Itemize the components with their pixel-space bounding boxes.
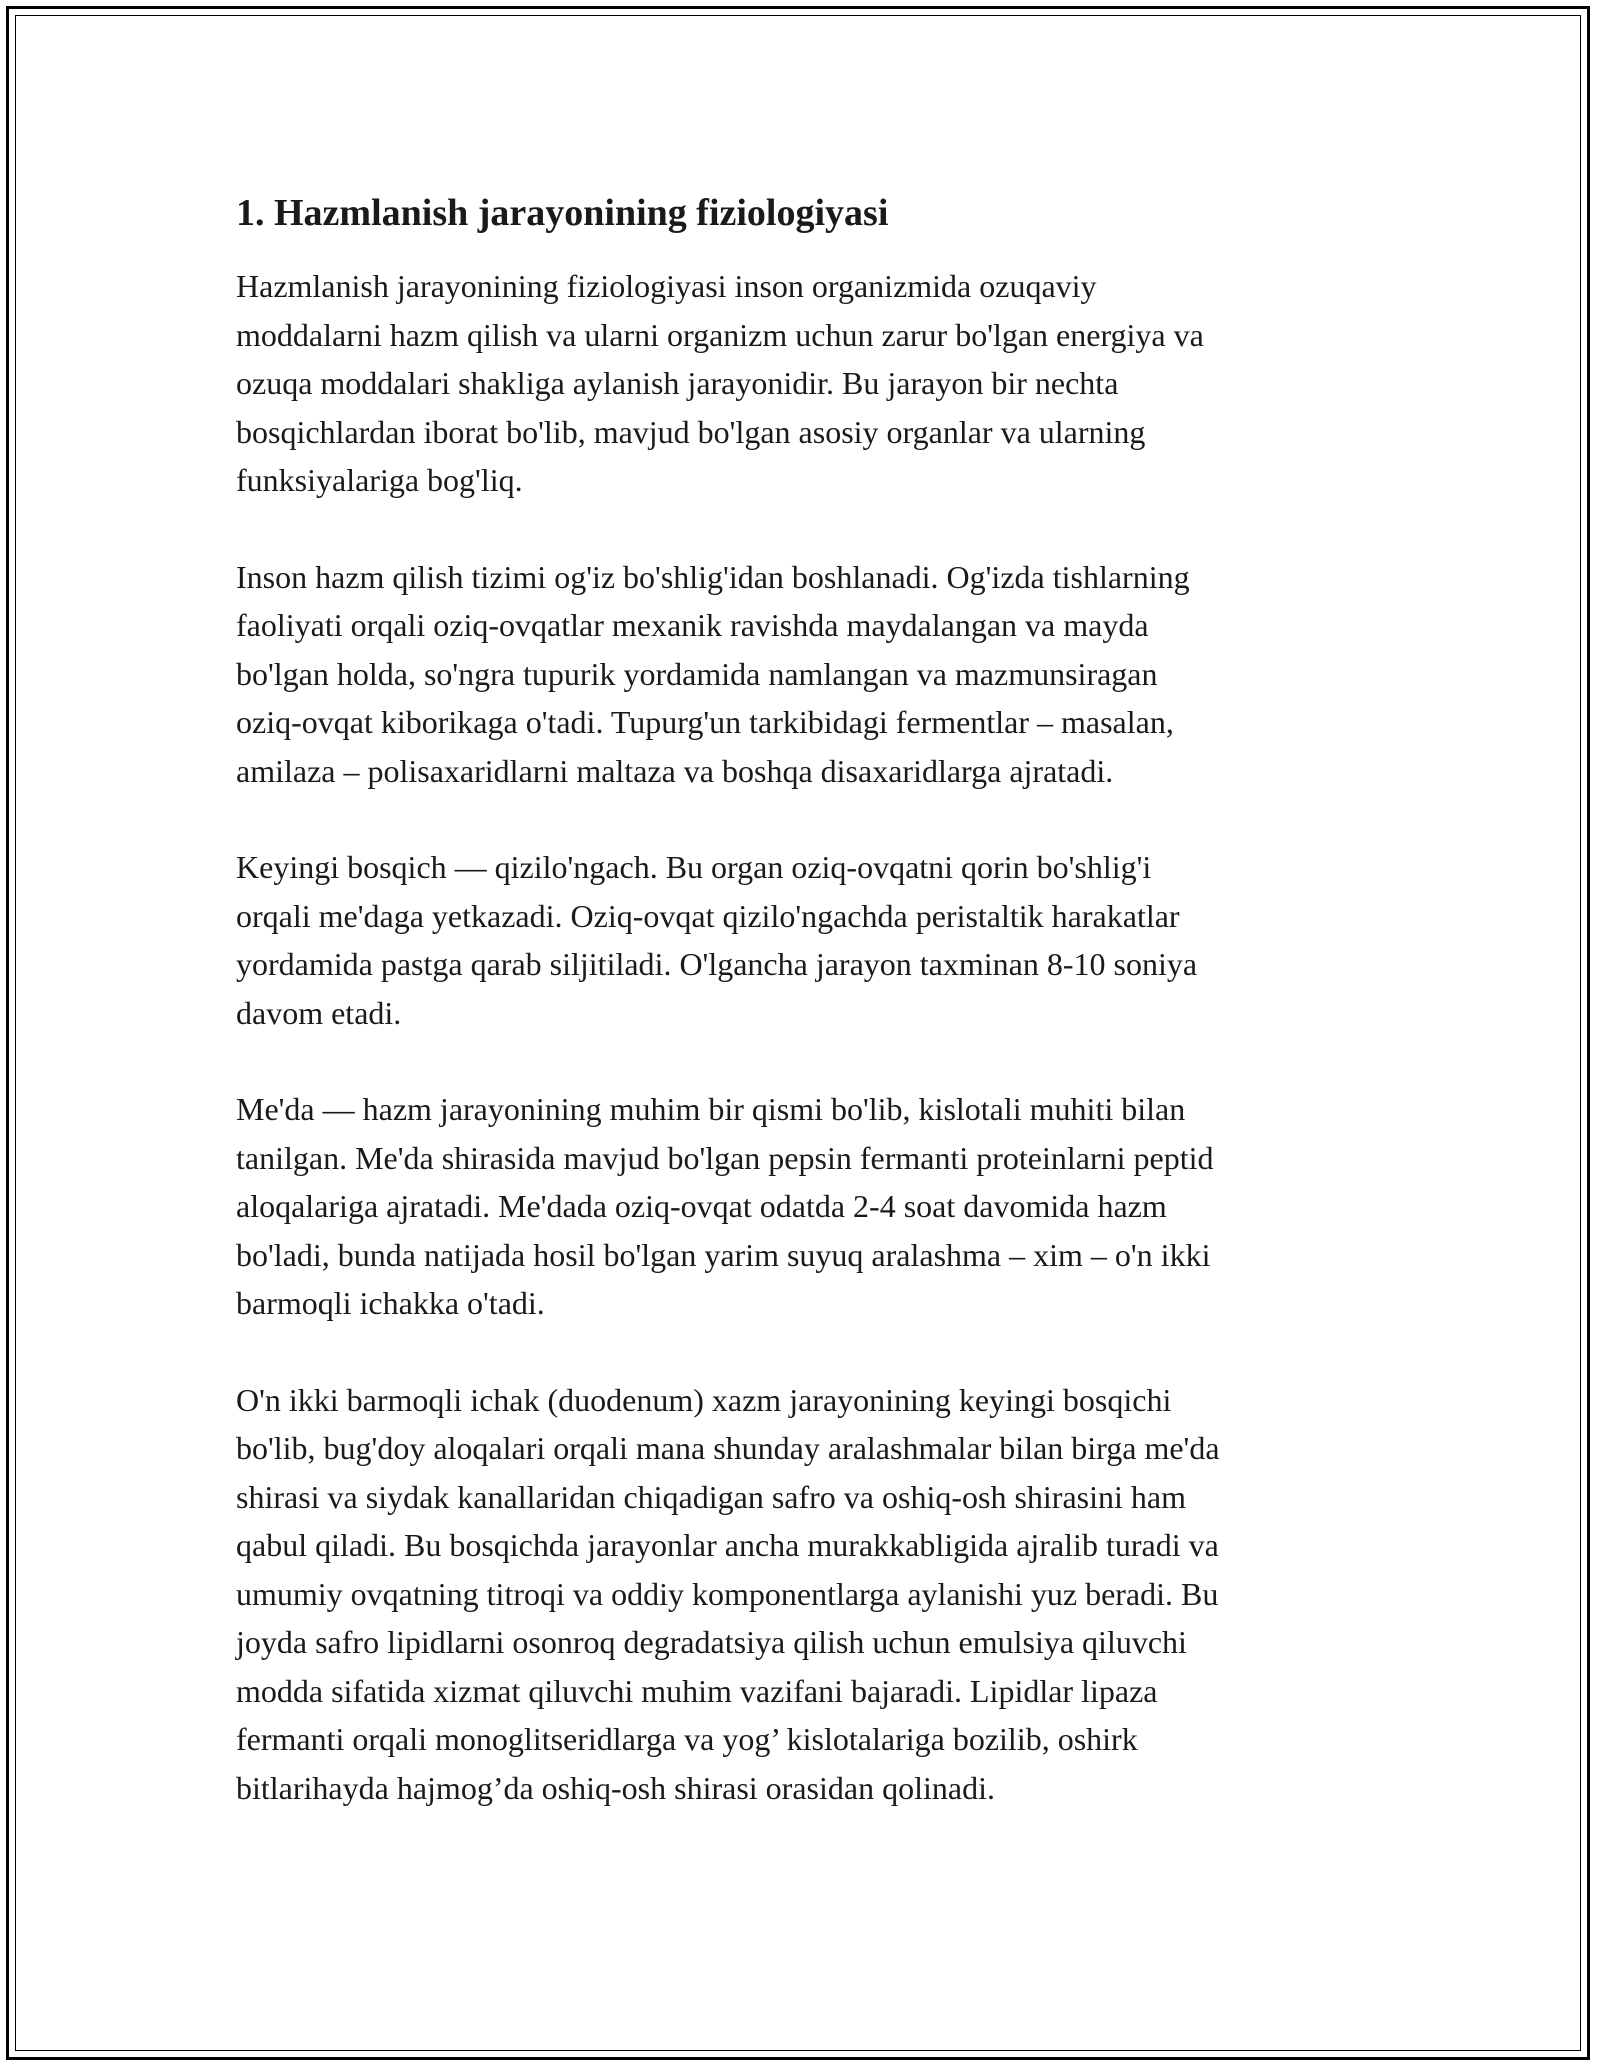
paragraph-line: qabul qiladi. Bu bosqichda jarayonlar ancha murakkabligida ajralib turadi va [236,1527,1219,1563]
paragraph-4 [236,1085,1376,1328]
paragraph-line: shirasi va siydak kanallaridan chiqadigan safro va oshiq-osh shirasini ham [236,1478,1186,1515]
paragraph-5 [236,1376,1376,1813]
paragraph-line: orqali me'daga yetkazadi. Oziq-ovqat qizilo'ngachda peristaltik harakatlar [236,897,1180,934]
paragraph-line: moddalarni hazm qilish va ularni organizm uchun zarur bo'lgan energiya va [236,316,1204,353]
paragraph-line: barmoqli ichakka o'tadi. [236,1285,545,1321]
document-title: 1. Hazmlanish jarayonining fiziologiyasi [236,192,889,234]
paragraph-line: funksiyalariga bog'liq. [236,462,523,498]
paragraph-line: davom etadi. [236,994,402,1031]
paragraph-line: joyda safro lipidlarni osonroq degradatsiya qilish uchun emulsiya qiluvchi [236,1624,1187,1660]
paragraph-2 [236,553,1376,796]
paragraph-line: faoliyati orqali oziq-ovqatlar mexanik ravishda maydalangan va mayda [236,607,1149,643]
paragraph-line: Keyingi bosqich — qizilo'ngach. Bu organ oziq-ovqatni qorin bo'shlig'i [236,849,1152,885]
paragraph-line: bo'lgan holda, so'ngra tupurik yordamida namlangan va mazmunsiragan [236,655,1158,692]
paragraph-line: aloqalariga ajratadi. Me'dada oziq-ovqat odatda 2-4 soat davomida hazm [236,1188,1167,1224]
paragraph-line: amilaza – polisaxaridlarni maltaza va boshqa disaxaridlarga ajratadi. [236,752,1114,789]
paragraph-line: umumiy ovqatning titroqi va oddiy komponentlarga aylanishi yuz beradi. Bu [236,1575,1219,1612]
paragraph-line: bo'lib, bug'doy aloqalari orqali mana shunday aralashmalar bilan birga me'da [236,1430,1220,1466]
paragraph-line: Me'da — hazm jarayonining muhim bir qismi bo'lib, kislotali muhiti bilan [236,1091,1186,1127]
paragraph-line: bitlarihayda hajmog’da oshiq-osh shirasi orasidan qolinadi. [236,1769,995,1806]
paragraph-line: yordamida pastga qarab siljitiladi. O'lgancha jarayon taxminan 8-10 soniya [236,946,1198,982]
paragraph-line: oziq-ovqat kiborikaga o'tadi. Tupurg'un tarkibidagi fermentlar – masalan, [236,704,1174,740]
paragraph-line: fermanti orqali monoglitseridlarga va yog’ kislotalariga bozilib, oshirk [236,1721,1138,1757]
paragraph-list [236,262,1376,1812]
paragraph-line: O'n ikki barmoqli ichak (duodenum) xazm jarayonining keyingi bosqichi [236,1381,1172,1418]
paragraph-line: bosqichlardan iborat bo'lib, mavjud bo'lgan asosiy organlar va ularning [236,413,1146,450]
paragraph-line: Inson hazm qilish tizimi og'iz bo'shlig'idan boshlanadi. Og'izda tishlarning [236,558,1190,595]
paragraph-line: Hazmlanish jarayonining fiziologiyasi inson organizmida ozuqaviy [236,268,1097,304]
document-body [236,186,1376,1860]
paragraph-line: ozuqa moddalari shakliga aylanish jarayonidir. Bu jarayon bir nechta [236,365,1119,401]
paragraph-line: bo'ladi, bunda natijada hosil bo'lgan yarim suyuq aralashma – xim – o'n ikki [236,1236,1211,1273]
paragraph-3 [236,843,1376,1037]
paragraph-1 [236,262,1376,505]
paragraph-line: tanilgan. Me'da shirasida mavjud bo'lgan pepsin fermanti proteinlarni peptid [236,1139,1214,1176]
paragraph-line: modda sifatida xizmat qiluvchi muhim vazifani bajaradi. Lipidlar lipaza [236,1672,1158,1709]
